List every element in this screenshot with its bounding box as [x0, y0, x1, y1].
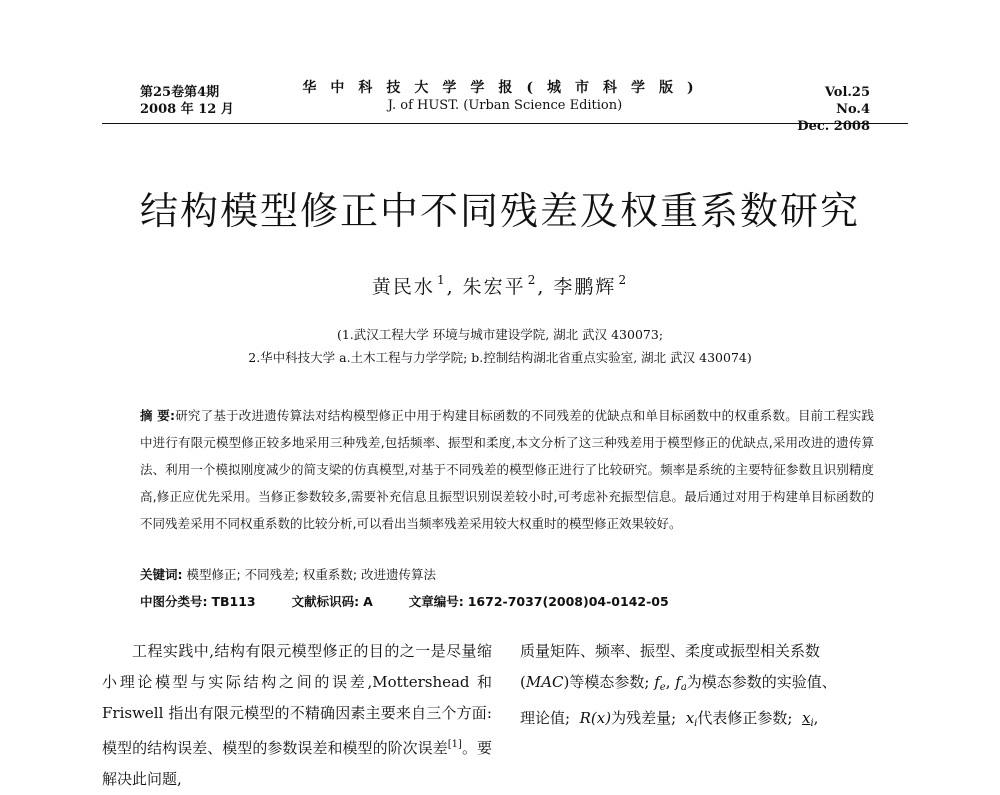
body-text-tail: 。要解决此问题, — [102, 739, 492, 788]
body-text: 工程实践中,结构有限元模型修正的目的之一是尽量缩小理论模型与实际结构之间的误差,Mottershead 和 Friswell 指出有限元模型的不精确因素主要来自三个方面:模型的结构误差、模型的参数误差和模型的阶次误差 — [102, 642, 492, 757]
symbol-rx: R(x) — [579, 709, 612, 727]
affiliation-2: 2.华中科技大学 a.土木工程与力学学院; b.控制结构湖北省重点实验室, 湖北 武汉 430074) — [248, 350, 752, 365]
keywords — [140, 565, 436, 583]
citation-ref: [1] — [447, 739, 462, 750]
author-name: 黄民水 — [371, 276, 435, 298]
symbol-xi-bar: x — [801, 709, 811, 727]
affiliation-1: (1.武汉工程大学 环境与城市建设学院, 湖北 武汉 430073; — [336, 327, 664, 342]
article-id-value: 1672-7037(2008)04-0142-05 — [467, 594, 669, 609]
symbol-xi-sub: i — [694, 718, 698, 729]
author-list: 黄民水 $^1$, 朱宏平 $^2$, 李鹏辉 $^2$ — [371, 273, 629, 298]
author-name: 李鹏辉 — [553, 276, 617, 298]
mac-symbol: MAC — [525, 673, 564, 691]
body-line: 质量矩阵、频率、振型、柔度或振型相关系数 — [520, 642, 821, 660]
symbol-xi-bar-sub: i — [810, 718, 814, 729]
journal-name-en: J. of HUST. (Urban Science Edition) — [387, 98, 623, 113]
header-rule — [102, 123, 908, 124]
journal-issue-cn — [140, 84, 234, 118]
body-column-left — [102, 636, 492, 795]
author-affil-mark: 2 — [527, 273, 538, 287]
doc-code-label: 文献标识码: — [291, 594, 360, 609]
symbol-fe: f — [654, 673, 660, 691]
author-name: 朱宏平 — [462, 276, 526, 298]
symbol-fa: f — [675, 673, 681, 691]
abstract — [140, 402, 874, 537]
journal-issue-en — [790, 84, 870, 135]
journal-name-cn: 华中科技大学学报(城市科学版) — [302, 80, 708, 96]
date-line-en: Dec. 2008 — [797, 119, 870, 134]
date-line: 2008 年 12 月 — [140, 102, 234, 117]
doc-code-value: A — [363, 594, 373, 609]
body-line: 理论值; R(x)为残差量; $x_i$代表修正参数; $x_i$, — [520, 709, 819, 729]
author-affil-mark: 1 — [436, 273, 447, 287]
body-text: )等模态参数; — [563, 673, 650, 691]
clc-value: TB113 — [211, 594, 256, 609]
symbol-xi: x — [685, 709, 695, 727]
journal-name — [300, 80, 710, 114]
symbol-fe-sub: e — [659, 682, 666, 693]
keywords-label: 关键词: — [140, 567, 183, 582]
abstract-label: 摘 要: — [140, 408, 175, 423]
body-text: 为残差量; — [611, 709, 677, 727]
body-text: 理论值; — [520, 709, 571, 727]
article-id-label: 文章编号: — [408, 594, 464, 609]
issue-line: 第25卷第4期 — [140, 85, 220, 100]
keywords-text: 模型修正; 不同残差; 权重系数; 改进遗传算法 — [186, 567, 437, 582]
classification-line — [140, 592, 669, 610]
abstract-text: 研究了基于改进遗传算法对结构模型修正中用于构建目标函数的不同残差的优缺点和单目标函数中的权重系数。目前工程实践中进行有限元模型修正较多地采用三种残差,包括频率、振型和柔度,本文分析了这三种残差用于模型修正的优缺点,采用改进的遗传算法、利用一个模拟刚度减少的简支梁的仿真模型,对基于不同残差的模型修正进行了比较研究。频率是系统的主要特征参数且识别精度高,修正应优先采用。当修正参数较多,需要补充信息且振型识别误差较小时,可考虑补充振型信息。最后通过对用于构建单目标函数的不同残差采用不同权重系数的比较分析,可以看出当频率残差采用较大权重时的模型修正效果较好。 — [140, 408, 874, 531]
volume-line: Vol.25 No.4 — [824, 85, 870, 117]
body-text: 代表修正参数; — [697, 709, 793, 727]
author-affil-mark: 2 — [618, 273, 629, 287]
body-column-right — [520, 636, 910, 739]
body-paragraph — [102, 636, 492, 795]
paper-title: 结构模型修正中不同残差及权重系数研究 — [139, 189, 860, 233]
clc-label: 中图分类号: — [140, 594, 208, 609]
symbol-fa-sub: a — [680, 682, 687, 693]
body-text: 为模态参数的实验值、 — [686, 673, 837, 691]
body-line: (MAC)等模态参数; $f_e$, $f_a$为模态参数的实验值、 — [520, 673, 837, 693]
